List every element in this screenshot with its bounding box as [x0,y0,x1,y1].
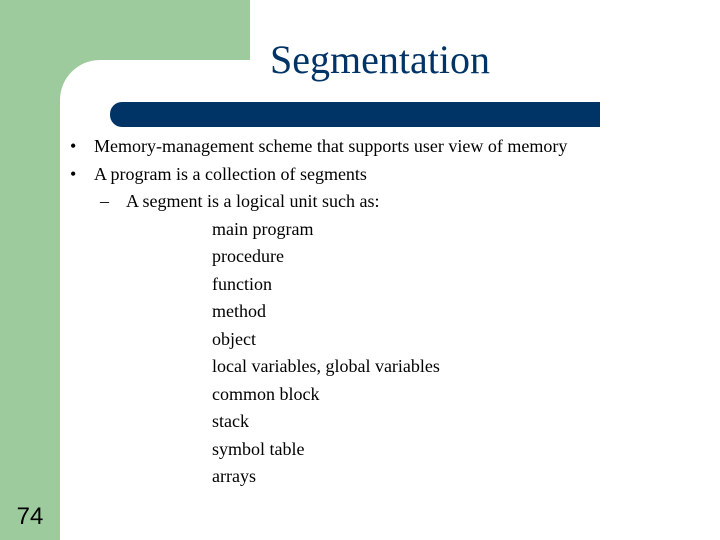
segment-list-item [70,298,700,326]
segment-list-item [70,381,700,409]
segment-list-item-text: function [212,273,272,294]
bullet-text: Memory-management scheme that supports user view of memory [94,136,568,156]
segment-list-item-text: method [212,301,266,321]
title-underline-bar [110,102,600,127]
bullet-item [70,133,700,161]
segment-list-item-text: stack [212,411,249,431]
sub-bullet-text: A segment is a logical unit such as: [126,191,380,211]
bullet-text: A program is a collection of segments [94,163,367,184]
segment-list-item-text: local variables, global variables [212,356,440,376]
segment-list-item-text: arrays [212,466,256,486]
segment-list-item-text: object [212,328,256,349]
segment-list-item-text: main program [212,218,314,239]
sub-bullet-item [70,188,700,216]
slide-number: 74 [16,503,44,530]
segment-list-item [70,243,700,271]
segment-list-item-text: symbol table [212,438,305,459]
segment-list-item [70,408,700,436]
segment-list-item-text: common block [212,383,320,404]
segment-list-item [70,271,700,299]
segment-list-item [70,326,700,354]
page-title: Segmentation [270,37,490,82]
bullet-marker: • [70,163,77,184]
green-left-band [0,60,60,540]
bullet-item [70,161,700,189]
segment-list-item [70,216,700,244]
bullet-marker: • [70,136,77,156]
slide-content [70,133,700,491]
segment-list-item-text: procedure [212,246,284,266]
segment-list-item [70,353,700,381]
segment-list-item [70,436,700,464]
segment-list-item [70,463,700,491]
sub-bullet-marker: – [100,191,109,211]
